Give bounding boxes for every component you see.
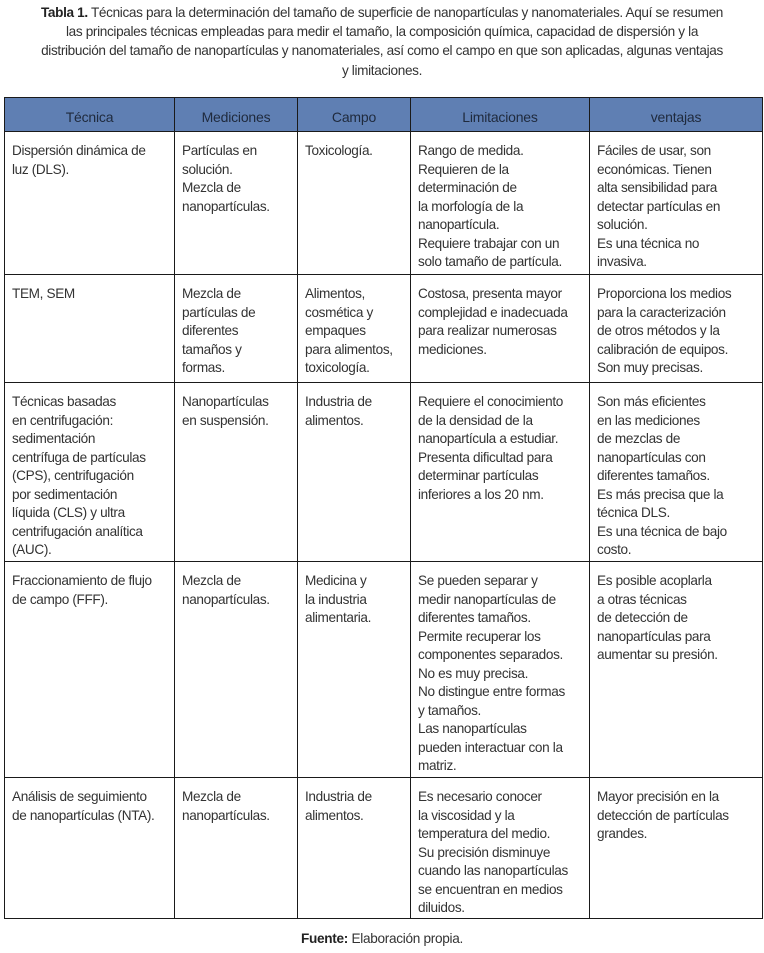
cell-ventajas (590, 275, 763, 383)
cell-text-line: a otras técnicas (597, 591, 687, 607)
cell-text-line: Toxicología. (305, 143, 373, 158)
cell-text-line: Dispersión dinámica de (12, 143, 146, 158)
cell-text-line: Rango de medida. (418, 143, 524, 158)
cell-text-line: la viscosidad y la (418, 807, 515, 823)
table-row (5, 778, 763, 919)
cell-campo (298, 383, 411, 562)
cell-text-line: Son muy precisas. (597, 360, 703, 375)
cell-text-line: Es más precisa que la (597, 486, 724, 502)
cell-text-line: en centrifugación: (12, 412, 114, 428)
cell-text-line: complejidad e inadecuada (418, 304, 568, 320)
cell-tecnica (5, 562, 175, 778)
cell-text-line: costo. (597, 542, 632, 557)
column-header-limitaciones: Limitaciones (411, 98, 590, 132)
cell-text-line: la industria (305, 591, 367, 607)
cell-text-line: (CPS), centrifugación (12, 468, 134, 483)
cell-text-line: medir nanopartículas de (418, 591, 556, 607)
cell-text-line: de detección de (597, 610, 688, 625)
cell-text-line: Son más eficientes (597, 394, 706, 409)
cell-text-line: nanopartículas. (182, 807, 270, 823)
cell-text-line: determinación de (418, 180, 517, 195)
cell-text-line: Partículas en (182, 143, 257, 158)
cell-text-line: Costosa, presenta mayor (418, 286, 562, 301)
cell-text-line: Mayor precisión en la (597, 789, 719, 804)
table-header-row (5, 98, 763, 132)
cell-campo (298, 562, 411, 778)
cell-campo (298, 275, 411, 383)
caption-line-3: distribución del tamaño de nanopartículas y nanomateriales, así como el campo en que son aplicadas, algunas ventajas (41, 43, 723, 59)
cell-text-line: en suspensión. (182, 412, 269, 428)
cell-text-line: para realizar numerosas (418, 323, 557, 338)
cell-limitaciones (411, 778, 590, 919)
cell-text-line: Requieren de la (418, 161, 509, 177)
cell-text-line: de campo (FFF). (12, 591, 108, 607)
cell-text-line: líquida (CLS) y ultra (12, 505, 125, 520)
cell-text-line: Alimentos, (305, 286, 365, 301)
table-row (5, 383, 763, 562)
cell-text-line: Mezcla de (182, 789, 241, 804)
cell-text-line: Nanopartículas (182, 394, 269, 409)
cell-text-line: temperatura del medio. (418, 826, 551, 841)
cell-mediciones (175, 562, 298, 778)
cell-text-line: cuando las nanopartículas (418, 863, 568, 878)
cell-text-line: se encuentran en medios (418, 881, 563, 897)
cell-text-line: Fáciles de usar, son (597, 143, 711, 158)
cell-text-line: invasiva. (597, 254, 647, 269)
cell-ventajas (590, 562, 763, 778)
cell-text-line: nanopartícula. (418, 217, 500, 232)
cell-tecnica (5, 778, 175, 919)
cell-text-line: aumentar su presión. (597, 647, 718, 662)
caption-line-2: las principales técnicas empleadas para medir el tamaño, la composición química, capacidad de dispersión y la (65, 24, 699, 40)
cell-text-line: nanopartículas. (182, 198, 270, 214)
cell-text-line: nanopartículas para (597, 628, 711, 644)
table-row (5, 275, 763, 383)
cell-mediciones (175, 383, 298, 562)
cell-text-line: Requiere trabajar con un (418, 235, 560, 251)
table-caption (0, 3, 764, 80)
cell-text-line: componentes separados. (418, 647, 563, 662)
cell-text-line: diferentes tamaños. (418, 610, 531, 625)
caption-label: Tabla 1. (40, 5, 88, 20)
cell-text-line: calibración de equipos. (597, 341, 729, 357)
cell-text-line: Es una técnica no (597, 235, 700, 251)
cell-text-line: alta sensibilidad para (597, 180, 718, 195)
cell-text-line: nanopartículas con (597, 449, 706, 465)
cell-text-line: partículas de (182, 304, 256, 320)
column-header-ventajas: ventajas (590, 98, 763, 132)
cell-text-line: solución. (182, 161, 233, 177)
cell-mediciones (175, 778, 298, 919)
cell-text-line: diferentes (182, 323, 239, 338)
cell-text-line: de nanopartículas (NTA). (12, 807, 155, 823)
cell-text-line: diluidos. (418, 900, 465, 915)
cell-text-line: Presenta dificultad para (418, 449, 553, 465)
cell-text-line: No es muy precisa. (418, 665, 529, 681)
cell-text-line: Requiere el conocimiento (418, 394, 563, 409)
cell-text-line: para alimentos, (305, 341, 393, 357)
cell-text-line: No distingue entre formas (418, 684, 565, 699)
cell-tecnica (5, 275, 175, 383)
cell-ventajas (590, 383, 763, 562)
cell-text-line: Es posible acoplarla (597, 573, 712, 588)
cell-text-line: Las nanopartículas (418, 721, 527, 736)
cell-text-line: Industria de (305, 789, 372, 804)
cell-text-line: centrífuga de partículas (12, 449, 146, 465)
cell-text-line: grandes. (597, 826, 648, 841)
cell-limitaciones (411, 132, 590, 275)
cell-text-line: para la caracterización (597, 304, 726, 320)
cell-text-line: por sedimentación (12, 486, 118, 502)
cell-ventajas (590, 132, 763, 275)
cell-text-line: determinar partículas (418, 468, 539, 483)
column-header-campo: Campo (298, 98, 411, 132)
cell-text-line: pueden interactuar con la (418, 739, 563, 755)
cell-text-line: Mezcla de (182, 180, 241, 195)
cell-text-line: luz (DLS). (12, 161, 69, 177)
cell-text-line: de mezclas de (597, 431, 681, 446)
caption-line-4: y limitaciones. (341, 62, 423, 78)
table-row (5, 562, 763, 778)
cell-limitaciones (411, 383, 590, 562)
cell-text-line: alimentos. (305, 807, 364, 823)
cell-text-line: Fraccionamiento de flujo (12, 573, 152, 588)
column-header-tecnica: Técnica (5, 98, 175, 132)
cell-text-line: de otros métodos y la (597, 323, 720, 338)
cell-text-line: matriz. (418, 758, 457, 773)
cell-text-line: nanopartículas. (182, 591, 270, 607)
cell-text-line: detección de partículas (597, 807, 729, 823)
cell-text-line: Es una técnica de bajo (597, 523, 727, 539)
cell-text-line: Mezcla de (182, 286, 241, 301)
caption-line-1: Tabla 1. Técnicas para la determinación del tamaño de superficie de nanopartículas y nanomateriales. Aquí se resumen (40, 5, 724, 20)
cell-text-line: solo tamaño de partícula. (418, 254, 562, 269)
source-label: Fuente: (301, 931, 349, 946)
cell-text-line: alimentaria. (305, 610, 372, 625)
cell-campo (298, 132, 411, 275)
cell-limitaciones (411, 275, 590, 383)
cell-text-line: inferiores a los 20 nm. (418, 486, 544, 502)
cell-text-line: la morfología de la (418, 198, 524, 214)
cell-text-line: Medicina y (305, 573, 367, 588)
techniques-table (4, 97, 763, 919)
cell-text-line: Es necesario conocer (418, 789, 542, 804)
cell-tecnica (5, 383, 175, 562)
cell-text-line: solución. (597, 217, 648, 232)
cell-text-line: Se pueden separar y (418, 573, 538, 588)
cell-text-line: tamaños y (182, 341, 242, 357)
cell-text-line: centrifugación analítica (12, 523, 143, 539)
table-body (5, 132, 763, 919)
cell-text-line: Análisis de seguimiento (12, 789, 147, 804)
cell-text-line: técnica DLS. (597, 505, 670, 520)
cell-text-line: mediciones. (418, 341, 487, 357)
cell-text-line: sedimentación (12, 431, 96, 446)
cell-text-line: TEM, SEM (12, 286, 75, 301)
cell-tecnica (5, 132, 175, 275)
cell-text-line: Técnicas basadas (12, 394, 116, 409)
cell-mediciones (175, 275, 298, 383)
cell-text-line: económicas. Tienen (597, 161, 712, 177)
column-header-mediciones: Mediciones (175, 98, 298, 132)
cell-text-line: en las mediciones (597, 412, 700, 428)
cell-text-line: detectar partículas en (597, 198, 721, 214)
cell-text-line: alimentos. (305, 412, 364, 428)
cell-text-line: cosmética y (305, 304, 373, 320)
cell-text-line: Industria de (305, 394, 372, 409)
cell-text-line: Mezcla de (182, 573, 241, 588)
cell-campo (298, 778, 411, 919)
cell-text-line: Permite recuperar los (418, 628, 541, 644)
cell-text-line: Su precisión disminuye (418, 844, 551, 860)
cell-text-line: (AUC). (12, 542, 52, 557)
cell-text-line: de la densidad de la (418, 412, 533, 428)
cell-text-line: empaques (305, 323, 366, 338)
cell-text-line: Proporciona los medios (597, 286, 732, 301)
cell-text-line: y tamaños. (418, 702, 481, 718)
cell-mediciones (175, 132, 298, 275)
cell-limitaciones (411, 562, 590, 778)
cell-text-line: diferentes tamaños. (597, 468, 710, 483)
cell-ventajas (590, 778, 763, 919)
table-source (0, 931, 764, 946)
source-text: Elaboración propia. (348, 931, 463, 946)
cell-text-line: formas. (182, 360, 225, 375)
cell-text-line: nanopartícula a estudiar. (418, 431, 559, 446)
table-row (5, 132, 763, 275)
cell-text-line: toxicología. (305, 360, 370, 375)
